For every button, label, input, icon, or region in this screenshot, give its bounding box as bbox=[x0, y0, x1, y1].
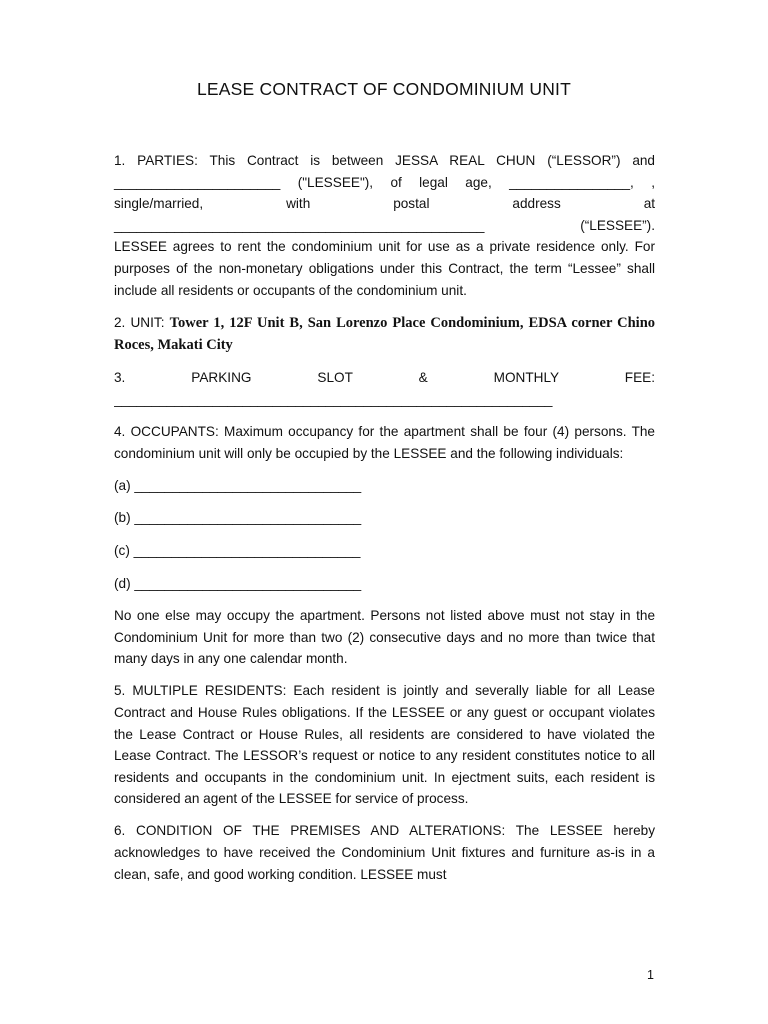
parties-paragraph: LESSEE agrees to rent the condominium unit for use as a private residence only. For purposes of the non-monetary obligations under this Contract, the term “Lessee” shall include all residents or occupants of the condominium unit. bbox=[114, 239, 655, 298]
page-number: 1 bbox=[647, 968, 654, 982]
parking-word: PARKING bbox=[191, 370, 252, 386]
parties-word: with bbox=[286, 196, 311, 212]
section-multiple-residents: 5. MULTIPLE RESIDENTS: Each resident is jointly and severally liable for all Lease Contract and House Rules obligations. If the LESSEE or any guest or occupant violates the Lease Contract or House Rules, all residents are considered to have violated the Lease Contract. The LESSOR’s request or notice to any resident constitutes notice to all residents and occupants in the condominium unit. In ejectment suits, each resident is considered an agent of the LESSEE for service of process. bbox=[114, 683, 655, 807]
parties-word: postal bbox=[393, 196, 430, 212]
section-unit bbox=[114, 312, 655, 357]
section-parking bbox=[114, 367, 655, 410]
occupant-item-b: (b) ______________________________ bbox=[114, 510, 362, 526]
occupants-note: No one else may occupy the apartment. Persons not listed above must not stay in the Condominium Unit for more than two (2) consecutive days and no more than twice that many days in any one calendar month. bbox=[114, 608, 655, 667]
document-body bbox=[114, 150, 655, 885]
parking-word: MONTHLY bbox=[493, 370, 559, 386]
parking-blank: __________________________________________________________ bbox=[114, 391, 553, 407]
unit-address: Tower 1, 12F Unit B, San Lorenzo Place Condominium, EDSA corner Chino Roces, Makati City bbox=[114, 314, 656, 354]
parties-line-1: 1. PARTIES: This Contract is between JESSA REAL CHUN (“LESSOR”) and bbox=[114, 153, 655, 168]
parking-heading bbox=[114, 367, 655, 389]
parking-word: FEE: bbox=[624, 370, 655, 386]
parties-line-2: ______________________ ("LESSEE"), of legal age, ________________, , bbox=[114, 174, 655, 190]
parking-word: & bbox=[418, 370, 428, 386]
unit-label: 2. UNIT: bbox=[114, 314, 170, 330]
parking-word: 3. bbox=[114, 370, 126, 386]
section-condition: 6. CONDITION OF THE PREMISES AND ALTERATIONS: The LESSEE hereby acknowledges to have received the Condominium Unit fixtures and furniture as-is in a clean, safe, and good working condition. LESSEE must bbox=[114, 823, 655, 882]
section-parties bbox=[114, 150, 655, 301]
occupant-item-d: (d) ______________________________ bbox=[114, 575, 362, 591]
parties-word: at bbox=[643, 196, 656, 212]
parties-word: single/married, bbox=[114, 196, 204, 212]
section-occupants: 4. OCCUPANTS: Maximum occupancy for the apartment shall be four (4) persons. The condominium unit will only be occupied by the LESSEE and the following individuals: bbox=[114, 424, 655, 461]
occupant-list bbox=[114, 475, 655, 594]
parties-line-4: _________________________________________________ (“LESSEE”). bbox=[114, 217, 655, 233]
parties-word: address bbox=[512, 196, 561, 212]
document-title: LEASE CONTRACT OF CONDOMINIUM UNIT bbox=[197, 79, 571, 99]
occupant-item-c: (c) ______________________________ bbox=[114, 542, 361, 558]
parking-word: SLOT bbox=[317, 370, 353, 386]
occupant-item-a: (a) ______________________________ bbox=[114, 477, 362, 493]
parties-line-3 bbox=[114, 193, 655, 215]
